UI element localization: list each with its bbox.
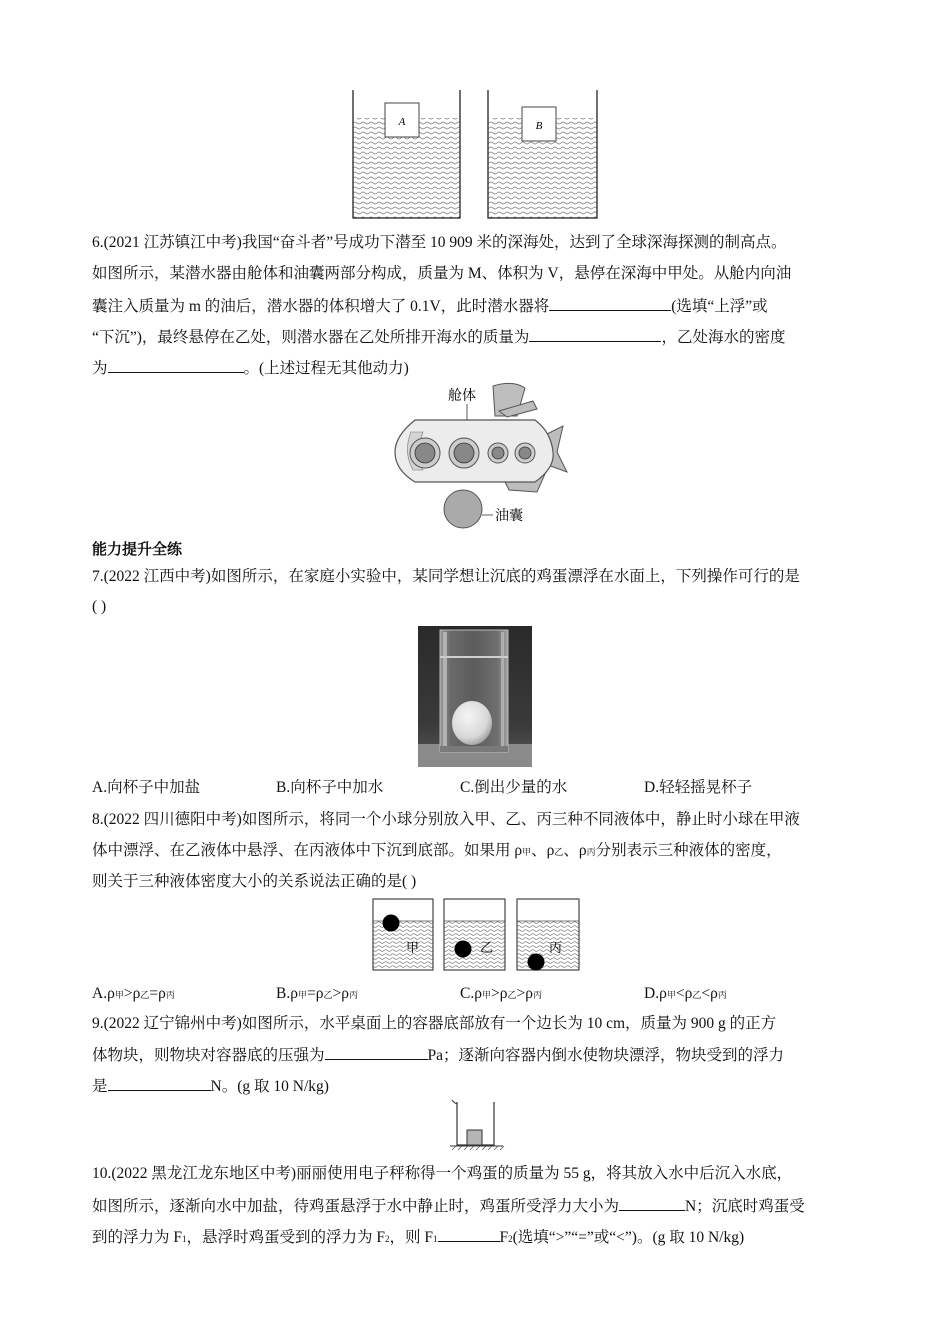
q6-line-5-text: 为 <box>92 360 108 377</box>
q10-answer-blank-2[interactable] <box>438 1226 500 1242</box>
q6-line-5-tail: 。(上述过程无其他动力) <box>243 360 409 377</box>
q9-line-2-tail: Pa；逐渐向容器内倒水使物块漂浮，物块受到的浮力 <box>427 1047 785 1064</box>
q8-option-a-letter: A. <box>92 985 108 1002</box>
q6-answer-blank-1[interactable] <box>549 295 671 311</box>
sub-yi: 乙 <box>323 990 333 1000</box>
q8-option-c-letter: C. <box>460 985 475 1002</box>
q10-line-2 <box>92 1195 805 1217</box>
q9-line-3 <box>92 1075 329 1097</box>
cube-block <box>467 1130 482 1145</box>
q8-option-b-op1: = <box>306 985 316 1002</box>
oil-bladder-label: 油囊 <box>495 509 523 524</box>
q10-line-3-b: ，悬浮时鸡蛋受到的浮力为 F <box>186 1229 385 1246</box>
ball-suspended <box>455 941 472 958</box>
q9-line-3-text: 是 <box>92 1078 108 1095</box>
cup-yi <box>444 899 505 970</box>
sub-2: 2 <box>508 1234 513 1244</box>
q10-line-3-d: F <box>499 1229 509 1246</box>
hull-label: 舱体 <box>448 389 476 404</box>
sub-1: 1 <box>182 1234 187 1244</box>
q8-option-c-op2: > <box>516 985 526 1002</box>
q9-line-2-text: 体物块，则物块对容器底的压强为 <box>92 1047 325 1064</box>
block-a-label: A <box>398 116 406 128</box>
q6-line-5 <box>92 357 409 379</box>
sub-yi: 乙 <box>507 990 517 1000</box>
q9-answer-blank-1[interactable] <box>325 1044 428 1060</box>
q8-option-c-op1: > <box>490 985 500 1002</box>
q8-option-d[interactable]: D.ρ甲<ρ乙<ρ丙 <box>644 985 727 1002</box>
oil-bladder <box>444 490 482 528</box>
sub-2: 2 <box>385 1234 390 1244</box>
q8-option-a-op1: > <box>123 985 133 1002</box>
beaker-a <box>353 90 460 218</box>
q6-line-3 <box>92 295 768 317</box>
sub-bing: 丙 <box>586 847 596 857</box>
q8-option-b-letter: B. <box>276 985 291 1002</box>
q6-line-4 <box>92 326 785 348</box>
q8-option-a-op2: = <box>149 985 159 1002</box>
porthole <box>488 443 508 463</box>
three-liquids-figure <box>370 896 584 974</box>
q7-option-b[interactable]: B.向杯子中加水 <box>276 779 384 796</box>
q8-option-a[interactable]: A.ρ甲>ρ乙=ρ丙 <box>92 985 175 1002</box>
q7-option-c[interactable]: C.倒出少量的水 <box>460 779 568 796</box>
sub-yi: 乙 <box>140 990 150 1000</box>
q8-option-d-letter: D. <box>644 985 660 1002</box>
q8-option-b-op2: > <box>332 985 342 1002</box>
sub-jia: 甲 <box>522 847 532 857</box>
sub-bing: 丙 <box>349 990 359 1000</box>
egg-in-glass-photo <box>418 626 532 767</box>
porthole <box>449 438 479 468</box>
section-title: 能力提升全练 <box>92 540 183 558</box>
q6-line-3-tail: (选填“上浮”或 <box>671 298 768 315</box>
egg <box>452 701 492 745</box>
q8-option-c[interactable]: C.ρ甲>ρ乙>ρ丙 <box>460 985 543 1002</box>
sub-bing: 丙 <box>533 990 543 1000</box>
block-b-label: B <box>535 120 543 132</box>
sub-jia: 甲 <box>481 990 491 1000</box>
q10-line-2-tail: N；沉底时鸡蛋受 <box>685 1198 805 1215</box>
q7-answer-paren[interactable]: ( ) <box>92 598 107 615</box>
q8-option-d-op2: < <box>701 985 711 1002</box>
sub-yi: 乙 <box>692 990 702 1000</box>
q10-line-3-e: (选填“>”“=”或“<”)。(g 取 10 N/kg) <box>512 1229 745 1246</box>
q9-line-2 <box>92 1044 784 1066</box>
porthole <box>515 443 535 463</box>
q8-option-d-op1: < <box>675 985 685 1002</box>
q6-line-3-text: 囊注入质量为 m 的油后，潜水器的体积增大了 0.1V，此时潜水器将 <box>92 298 550 315</box>
sub-jia: 甲 <box>114 990 124 1000</box>
cup-jia-label: 甲 <box>406 940 420 955</box>
q9-line-3-tail: N。(g 取 10 N/kg) <box>210 1078 329 1095</box>
q6-line-2: 如图所示，某潜水器由舱体和油囊两部分构成，质量为 M、体积为 V，悬停在深海中甲处。从舱内向油 <box>92 265 792 282</box>
q6-answer-blank-3[interactable] <box>108 357 244 373</box>
q6-line-4-text: “下沉”)，最终悬停在乙处，则潜水器在乙处所排开海水的质量为 <box>92 329 530 346</box>
cup-bing-label: 丙 <box>549 940 563 955</box>
sub-jia: 甲 <box>666 990 676 1000</box>
beaker-b <box>488 90 597 218</box>
beakers-ab-figure <box>345 85 605 220</box>
q10-line-2-text: 如图所示，逐渐向水中加盐，待鸡蛋悬浮于水中静止时，鸡蛋所受浮力大小为 <box>92 1198 620 1215</box>
q10-line-1: 10.(2022 黑龙江龙东地区中考)丽丽使用电子秤称得一个鸡蛋的质量为 55 g，将其放入水中后沉入水底， <box>92 1165 793 1182</box>
porthole <box>410 438 440 468</box>
q10-line-3-a: 到的浮力为 F <box>92 1229 182 1246</box>
q10-line-3-c: ，则 F <box>389 1229 433 1246</box>
q6-line-1: 6.(2021 江苏镇江中考)我国“奋斗者”号成功下潜至 10 909 米的深海处，达到了全球深海探测的制高点。 <box>92 234 787 251</box>
submarine-figure <box>385 378 575 530</box>
cup-bing <box>517 899 579 971</box>
q8-line-1: 8.(2022 四川德阳中考)如图所示，将同一个小球分别放入甲、乙、丙三种不同液体中，静止时小球在甲液 <box>92 811 800 828</box>
q8-option-b[interactable]: B.ρ甲=ρ乙>ρ丙 <box>276 985 359 1002</box>
sub-bing: 丙 <box>717 990 727 1000</box>
sub-jia: 甲 <box>297 990 307 1000</box>
sub-1: 1 <box>433 1234 438 1244</box>
q7-option-a[interactable]: A.向杯子中加盐 <box>92 779 201 796</box>
q7-option-d[interactable]: D.轻轻摇晃杯子 <box>644 779 753 796</box>
q9-answer-blank-2[interactable] <box>108 1075 211 1091</box>
sub-bing: 丙 <box>165 990 175 1000</box>
q7-line-1: 7.(2022 江西中考)如图所示，在家庭小实验中，某同学想让沉底的鸡蛋漂浮在水面上，下列操作可行的是 <box>92 568 800 585</box>
q6-answer-blank-2[interactable] <box>529 326 661 342</box>
q10-line-3 <box>92 1226 744 1249</box>
ball-sunk <box>528 954 545 971</box>
container-block-figure <box>448 1098 508 1150</box>
q8-line-2-tail: 分别表示三种液体的密度， <box>595 842 782 859</box>
q8-line-3: 则关于三种液体密度大小的关系说法正确的是( ) <box>92 873 417 890</box>
q8-line-2: 体中漂浮、在乙液体中悬浮、在丙液体中下沉到底部。如果用 ρ甲、ρ乙、ρ丙分别表示三种液体的密度， <box>92 842 782 859</box>
q8-line-2-text: 体中漂浮、在乙液体中悬浮、在丙液体中下沉到底部。如果用 ρ <box>92 842 523 859</box>
q10-answer-blank-1[interactable] <box>619 1195 685 1211</box>
cup-yi-label: 乙 <box>480 940 494 955</box>
cup-jia <box>373 899 433 970</box>
q9-line-1: 9.(2022 辽宁锦州中考)如图所示，水平桌面上的容器底部放有一个边长为 10 cm，质量为 900 g 的正方 <box>92 1015 777 1032</box>
q6-line-4-tail: ，乙处海水的密度 <box>661 329 786 346</box>
sub-yi: 乙 <box>554 847 564 857</box>
ball-floating <box>383 915 400 932</box>
